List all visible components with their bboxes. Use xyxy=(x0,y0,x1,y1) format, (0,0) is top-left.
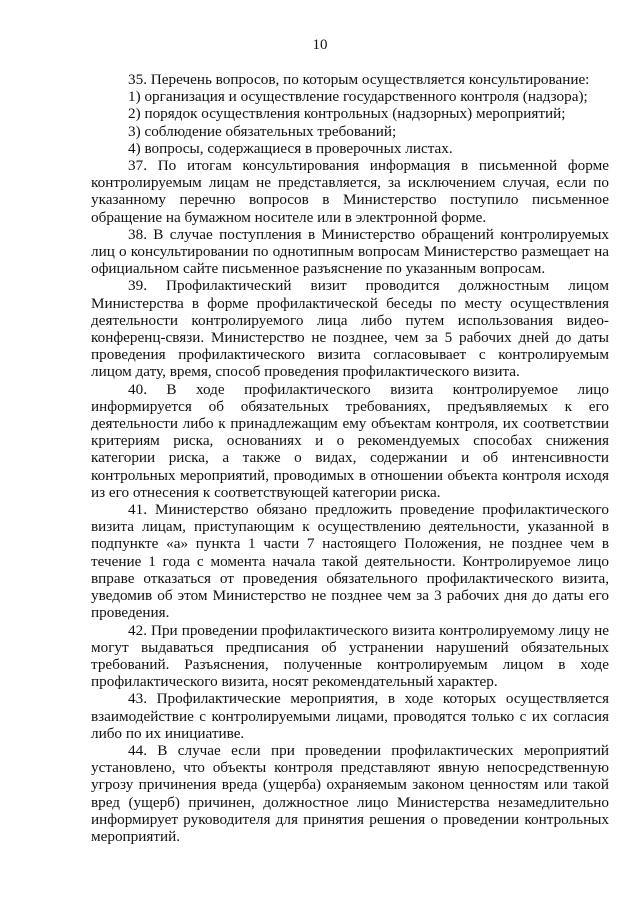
paragraph-38: 38. В случае поступления в Министерство обращений контролируемых лиц о консультировании по однотипным вопросам Министерство размещает на официальном сайте письменное разъяснение по указанным вопросам. xyxy=(91,225,609,278)
document-body xyxy=(91,71,609,845)
paragraph-37: 37. По итогам консультирования информация в письменной форме контролируемым лицам не представляется, за исключением случая, если по указанному перечню вопросов в Министерство поступило письменное обращение на бумажном носителе или в электронной форме. xyxy=(91,157,609,226)
page-number: 10 xyxy=(312,37,328,53)
paragraph-40: 40. В ходе профилактического визита контролируемое лицо информируется об обязательных требованиях, предъявляемых к его деятельности либо к принадлежащим ему объектам контроля, их соответствии критериям риска, основаниях и о рекомендуемых способах снижения категории риска, а также о видах, содержании и об интенсивности контрольных мероприятий, проводимых в отношении объекта контроля исходя из его отнесения к соответствующей категории риска. xyxy=(91,380,609,501)
paragraph-35: 35. Перечень вопросов, по которым осуществляется консультирование: xyxy=(128,71,590,88)
list-item-1: 1) организация и осуществление государственного контроля (надзора); xyxy=(128,88,588,106)
list-item-2: 2) порядок осуществления контрольных (надзорных) мероприятий; xyxy=(128,105,566,123)
paragraph-41: 41. Министерство обязано предложить проведение профилактического визита лицам, приступающим к осуществлению деятельности, указанной в подпункте «а» пункта 1 части 7 настоящего Положения, не позднее чем в течение 1 года с момента начала такой деятельности. Контролируемое лицо вправе отказаться от проведения обязательного профилактического визита, уведомив об этом Министерство не позднее чем за 3 рабочих дня до даты его проведения. xyxy=(91,501,609,622)
list-item-4: 4) вопросы, содержащиеся в проверочных листах. xyxy=(128,139,453,157)
list-item-3: 3) соблюдение обязательных требований; xyxy=(128,122,397,140)
paragraph-42: 42. При проведении профилактического визита контролируемому лицу не могут выдаваться предписания об устранении нарушений обязательных требований. Разъяснения, полученные контролируемым лицом в ходе профилактического визита, носят рекомендательный характер. xyxy=(91,621,609,691)
paragraph-43: 43. Профилактические мероприятия, в ходе которых осуществляется взаимодействие с контролируемыми лицами, проводятся только с их согласия либо по их инициативе. xyxy=(91,690,609,742)
paragraph-44: 44. В случае если при проведении профилактических мероприятий установлено, что объекты контроля представляют явную непосредственную угрозу причинения вреда (ущерба) охраняемым законом ценностям или такой вред (ущерб) причинен, должностное лицо Министерства незамедлительно информирует руководителя для принятия решения о проведении контрольных мероприятий. xyxy=(91,741,609,845)
paragraph-39: 39. Профилактический визит проводится должностным лицом Министерства в форме профилактической беседы по месту осуществления деятельности контролируемого лица либо путем использования видео-конференц-связи. Министерство не позднее, чем за 5 рабочих дней до даты проведения профилактического визита согласовывает с контролируемым лицом дату, время, способ проведения профилактического визита. xyxy=(91,277,609,381)
